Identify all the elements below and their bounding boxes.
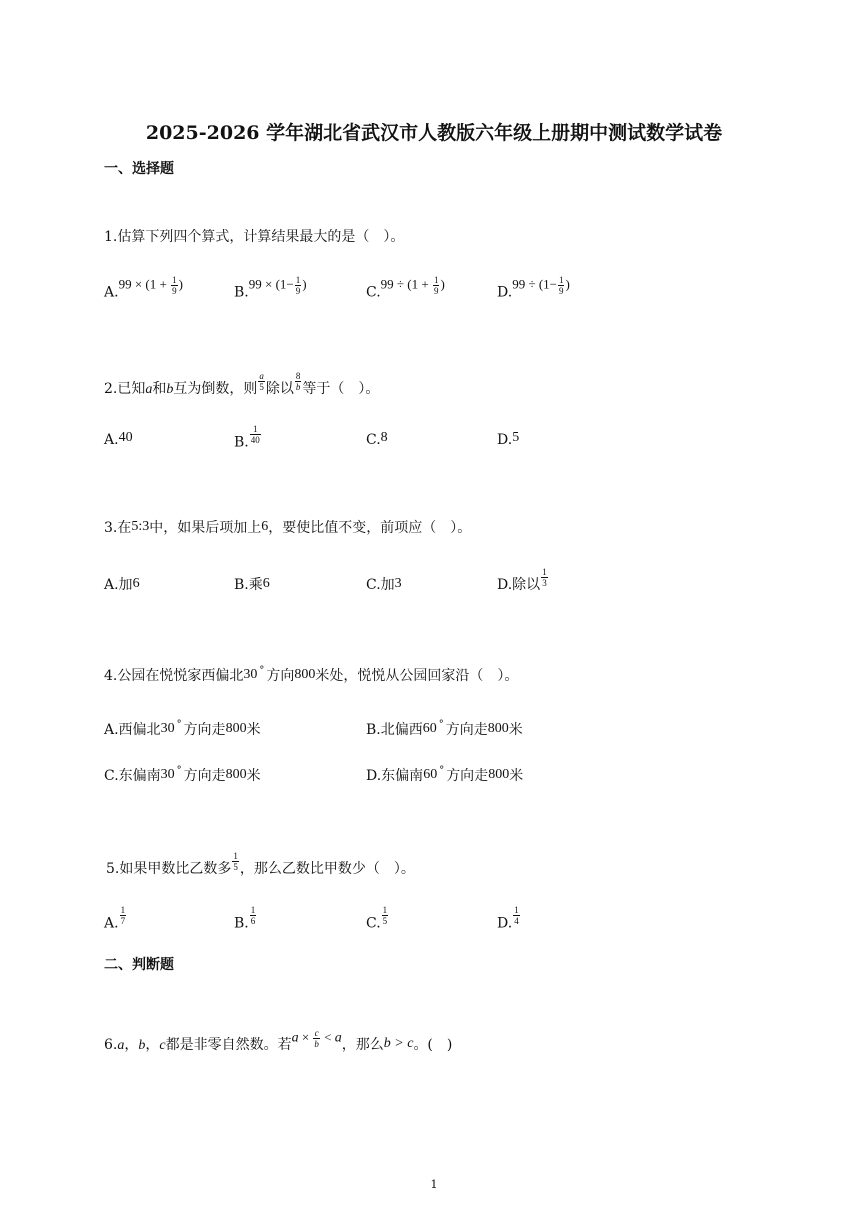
q2-option-c: C.8 <box>366 430 388 448</box>
q2-option-a: A.40 <box>104 430 133 448</box>
fraction: $\frac{1}{9}$ <box>172 275 177 296</box>
q5-option-d: D. $\frac{1}{4}$ <box>497 905 519 932</box>
fraction: $\frac{1}{40}$ <box>250 424 260 445</box>
fraction: $\frac{1}{7}$ <box>120 905 126 926</box>
q2-option-d: D.5 <box>497 430 520 448</box>
q3-option-a: A.加6 <box>104 576 140 593</box>
q3-option-b: B.乘6 <box>234 576 270 593</box>
question-6-text: 6.a，b，c都是非零自然数。若a × $\frac{c}{b}$ < a，那么b > c。( ) <box>104 1027 453 1053</box>
q2-option-b: B. $\frac{1}{40}$ <box>234 424 260 451</box>
q1-expression-d: 99 ÷ (1− $\frac{1}{9}$ ) <box>512 275 570 296</box>
question-5-text: 5.如果甲数比乙数多 $\frac{1}{5}$ ，那么乙数比甲数少（ ）。 <box>106 850 415 877</box>
q3-option-c: C.加3 <box>366 576 402 593</box>
q1-expression-a: 99 × (1 + $\frac{1}{9}$ ) <box>118 275 183 296</box>
question-3-text: 3.在5:3中，如果后项加上6，要使比值不变，前项应（ ）。 <box>104 519 472 536</box>
section-heading-choice: 一、选择题 <box>104 161 174 177</box>
fraction: $\frac{1}{9}$ <box>558 275 564 296</box>
q1-expression-c: 99 ÷ (1 + $\frac{1}{9}$ ) <box>380 275 445 296</box>
page-number: 1 <box>430 1178 438 1191</box>
fraction: $\frac{1}{3}$ <box>542 566 547 588</box>
question-1-text: 1.估算下列四个算式，计算结果最大的是（ ）。 <box>104 229 405 245</box>
q4-option-d: D.东偏南60 ° 方向走800米 <box>366 765 524 784</box>
q5-option-c: C. $\frac{1}{5}$ <box>366 905 388 932</box>
q6-expression: a × $\frac{c}{b}$ < a <box>291 1027 342 1049</box>
section-heading-judgement: 二、判断题 <box>104 957 174 973</box>
q1-option-d <box>497 275 570 304</box>
fraction: $\frac{1}{9}$ <box>433 275 439 296</box>
option-label: D. <box>497 284 513 301</box>
question-4-text: 4.公园在悦悦家西偏北30 ° 方向800米处，悦悦从公园回家沿（ ）。 <box>104 665 519 684</box>
fraction: $\frac{1}{5}$ <box>382 905 388 926</box>
fraction: $\frac{c}{b}$ <box>314 1027 319 1049</box>
page-title: 2025-2026 学年湖北省武汉市人教版六年级上册期中测试数学试卷 <box>145 122 723 144</box>
fraction: $\frac{a}{5}$ <box>259 370 264 392</box>
q1-expression-b: 99 × (1− $\frac{1}{9}$ ) <box>248 275 307 296</box>
q1-option-b <box>234 275 307 304</box>
option-label: C. <box>366 284 381 301</box>
q4-option-a: A.西偏北30 ° 方向走800米 <box>104 719 261 738</box>
fraction: $\frac{1}{6}$ <box>250 905 256 926</box>
q1-option-c <box>366 275 445 304</box>
fraction: $\frac{1}{9}$ <box>295 275 301 296</box>
fraction: $\frac{1}{4}$ <box>514 905 519 926</box>
question-2-text: 2.已知a和b互为倒数，则 $\frac{a}{5}$ 除以 $\frac{8}{b}$ 等于（ ）。 <box>104 370 380 397</box>
option-label: B. <box>234 284 249 301</box>
fraction: $\frac{8}{b}$ <box>295 370 301 392</box>
q5-option-a: A. $\frac{1}{7}$ <box>104 905 126 932</box>
q5-option-b: B. $\frac{1}{6}$ <box>234 905 256 932</box>
q4-option-b: B.北偏西60 ° 方向走800米 <box>366 719 523 738</box>
q3-option-d: D.除以 $\frac{1}{3}$ <box>497 566 547 593</box>
option-label: A. <box>104 284 119 301</box>
fraction: $\frac{1}{5}$ <box>233 850 238 872</box>
q4-option-c: C.东偏南30 ° 方向走800米 <box>104 765 261 784</box>
q1-option-a <box>104 275 183 304</box>
